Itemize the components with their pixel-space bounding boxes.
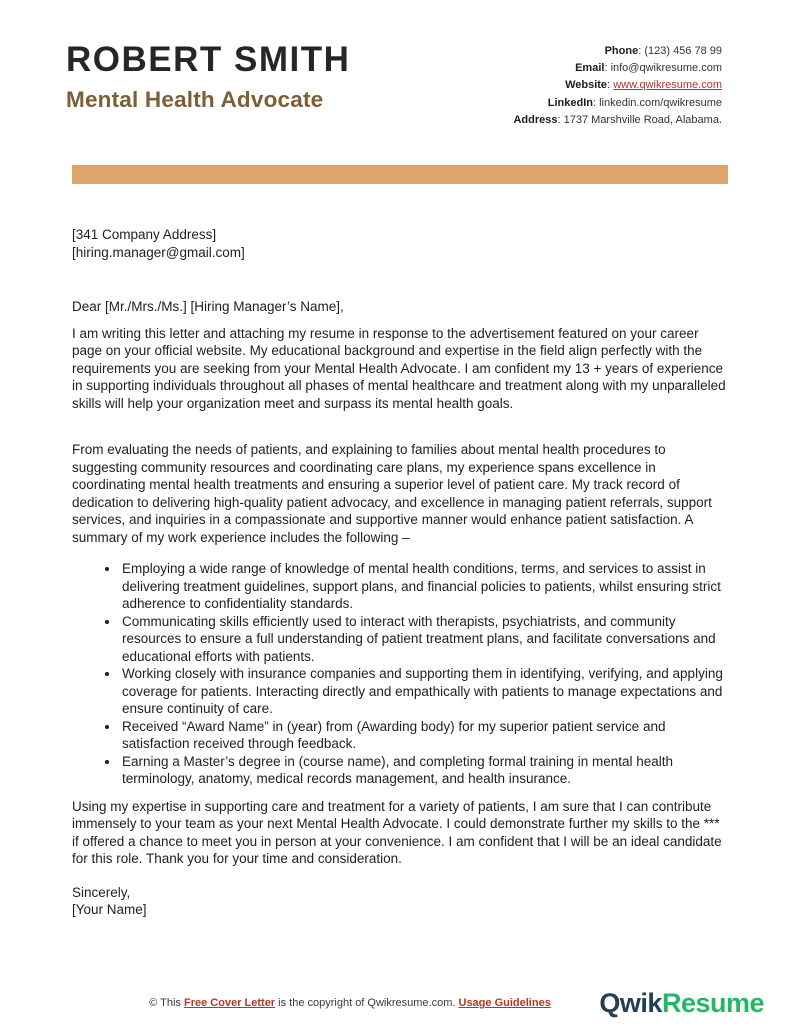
contact-linkedin (513, 95, 722, 112)
contact-email (513, 60, 722, 77)
contact-email-label: Email (575, 62, 605, 75)
qwikresume-logo (599, 988, 764, 1019)
contact-website-label: Website (565, 79, 608, 92)
contact-separator: : (638, 45, 642, 57)
recipient-email: [hiring.manager@gmail.com] (72, 244, 245, 260)
paragraph-experience: From evaluating the needs of patients, and explaining to families about mental health procedures to suggesting community resources and coordinating care plans, my experience spans excellence in coordinating mental health treatments and ensuring a superior level of patient care. My track record of dedication to delivering high-quality patient advocacy, and excellence in managing patient referrals, support services, and inquiries in a compassionate and supportive manner would enhance patient satisfaction. A summary of my work experience includes the following – (72, 442, 712, 545)
recipient-block (72, 226, 730, 261)
bullet-item: • Received “Award Name” in (year) from (Awarding body) for my superior patient service and satisfaction received through feedback. (120, 718, 730, 753)
signature-placeholder: [Your Name] (72, 902, 147, 917)
free-cover-letter-link[interactable]: Free Cover Letter (184, 997, 276, 1009)
paragraph-intro: I am writing this letter and attaching my resume in response to the advertisement featured on your career page on your official website. My educational background and expertise in the field align perfectly with the requirements you are seeking from your Mental Health Advocate. I am confident my 13 + years of experience in supporting individuals throughout all phases of mental healthcare and treatment along with my unparalleled skills will help your organization meet and surpass its mental health goals. (72, 325, 726, 411)
contact-separator: : (592, 96, 597, 109)
signoff: Sincerely, (72, 884, 131, 900)
job-title: Mental Health Advocate (66, 87, 324, 113)
footer-copyright (0, 997, 700, 1009)
contact-phone-label: Phone (604, 45, 639, 57)
contact-phone (513, 43, 722, 60)
website-link[interactable]: www.qwikresume.com (613, 79, 722, 92)
header (66, 40, 722, 129)
logo-part-qwik: Qwik (599, 988, 662, 1018)
experience-bullet-list (72, 560, 730, 788)
bullet-item: • Communicating skills efficiently used to interact with therapists, psychiatrists, and community resources to ensure a full understanding of patient treatment plans, and facilitate conversations and educational efforts with patients. (120, 613, 730, 666)
contact-linkedin-value: linkedin.com/qwikresume (599, 96, 722, 109)
contact-separator: : (604, 62, 608, 75)
identity-block (66, 40, 350, 113)
contact-address-value: 1737 Marshville Road, Alabama. (563, 113, 722, 126)
logo-part-resume: Resume (661, 988, 764, 1018)
bullet-item: • Earning a Master’s degree in (course name), and completing formal training in mental health terminology, anatomy, medical records management, and health insurance. (120, 753, 730, 788)
signoff-block (72, 884, 730, 919)
contact-phone-value: (123) 456 78 99 (644, 45, 722, 57)
bullet-item: • Employing a wide range of knowledge of mental health conditions, terms, and services to assist in delivering treatment guidelines, support plans, and financial policies to patients, whilst ensuring strict adherence to confidentiality standards. (120, 560, 730, 613)
contact-address-label: Address (513, 113, 558, 126)
contact-linkedin-label: LinkedIn (547, 96, 593, 109)
recipient-address: [341 Company Address] (72, 227, 217, 242)
contact-separator: : (607, 79, 611, 92)
greeting: Dear [Mr./Mrs./Ms.] [Hiring Manager’s Name], (72, 299, 344, 314)
paragraph-closing: Using my expertise in supporting care and treatment for a variety of patients, I am sure that I can contribute immensely to your team as your next Mental Health Advocate. I could demonstrate further my skills to the *** if offered a chance to meet you in person at your convenience. I am confident that I will be an ideal candidate for this role. Thank you for your time and consideration. (72, 798, 722, 866)
accent-divider-bar (72, 165, 728, 184)
bullet-item: • Working closely with insurance companies and supporting them in identifying, verifying, and applying coverage for patients. Interacting directly and empathically with patients to manage expectations and ensure continuity of care. (120, 665, 730, 718)
person-name: ROBERT SMITH (66, 40, 351, 79)
copyright-text: © This (149, 997, 184, 1009)
contact-email-value: info@qwikresume.com (610, 62, 722, 75)
usage-guidelines-link[interactable]: Usage Guidelines (458, 997, 551, 1009)
contact-address (513, 112, 722, 129)
copyright-text: is the copyright of Qwikresume.com. (275, 997, 459, 1009)
letter-body (72, 226, 730, 919)
contact-block (513, 40, 722, 129)
contact-website (513, 77, 722, 94)
contact-separator: : (557, 113, 561, 126)
